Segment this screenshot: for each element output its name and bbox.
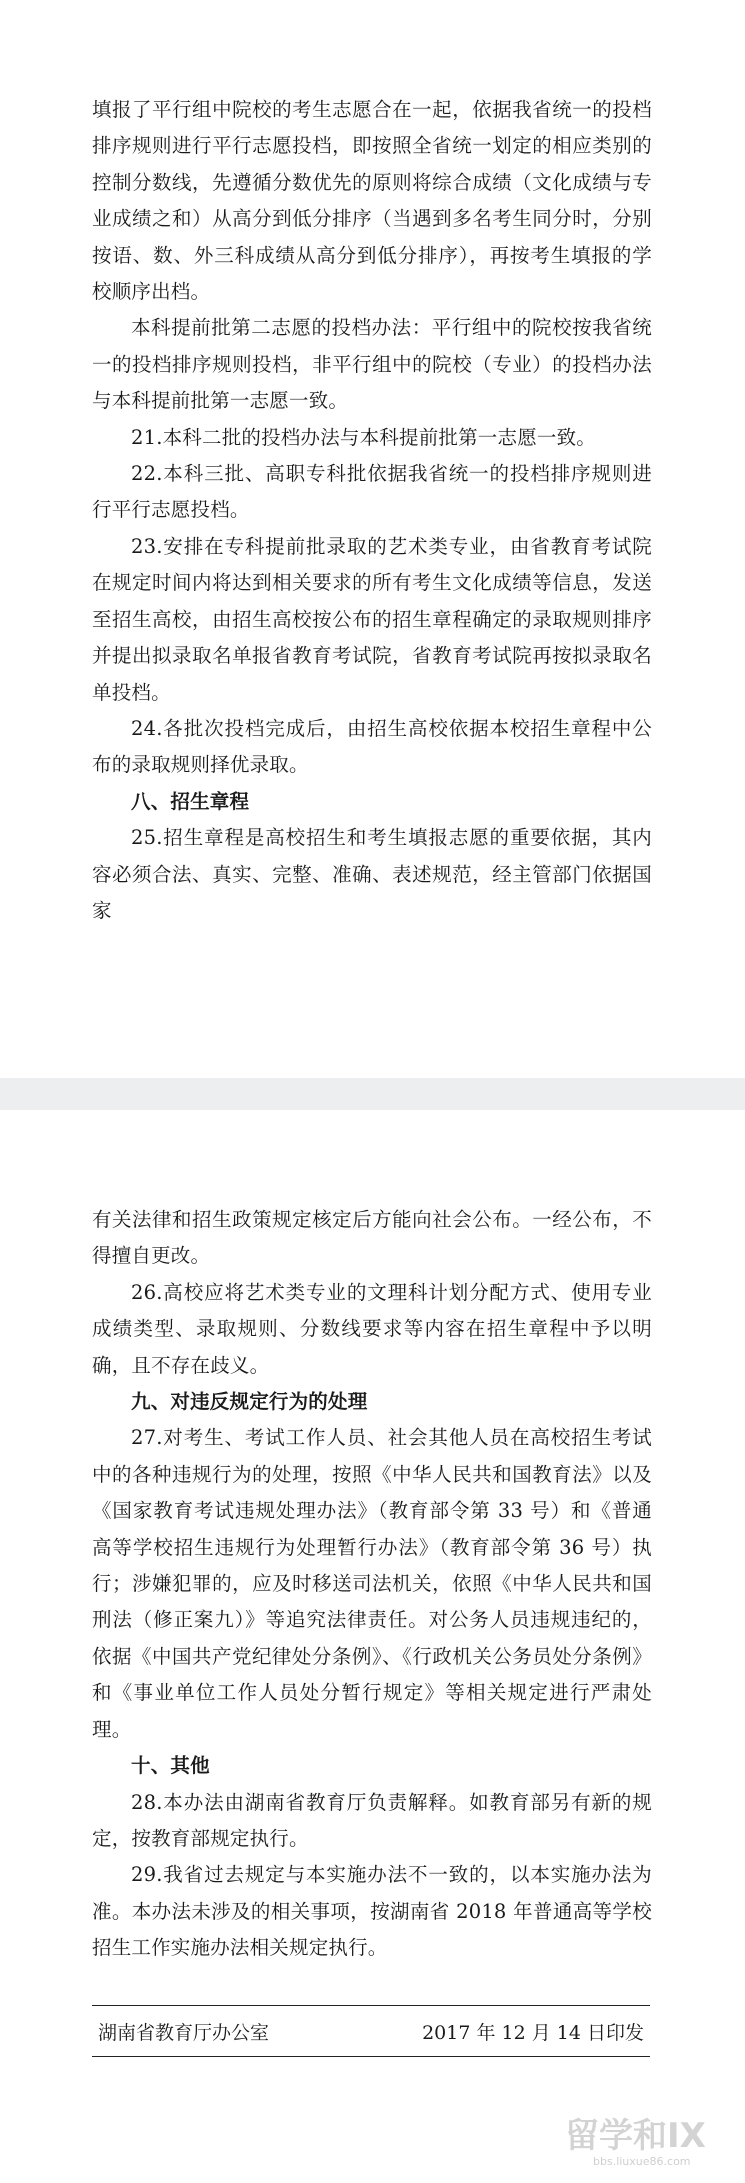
paragraph-item-26: 26.高校应将艺术类专业的文理科计划分配方式、使用专业成绩类型、录取规则、分数线要求等内容在招生章程中予以明确，且不存在歧义。 — [92, 1280, 652, 1377]
document-page-2 — [0, 1110, 745, 2183]
paragraph-item-22: 22.本科三批、高职专科批依据我省统一的投档排序规则进行平行志愿投档。 — [92, 462, 652, 522]
paragraph-item-28: 28.本办法由湖南省教育厅负责解释。如教育部另有新的规定，按教育部规定执行。 — [92, 1790, 652, 1850]
paragraph-second-choice: 本科提前批第二志愿的投档办法：平行组中的院校按我省统一的投档排序规则投档，非平行组中的院校（专业）的投档办法与本科提前批第一志愿一致。 — [92, 316, 652, 413]
paragraph-item-23: 23.安排在专科提前批录取的艺术类专业，由省教育考试院在规定时间内将达到相关要求的所有考生文化成绩等信息，发送至招生高校，由招生高校按公布的招生章程确定的录取规则排序并提出拟录取名单报省教育考试院，省教育考试院再按拟录取名单投档。 — [92, 534, 652, 704]
paragraph-item-24: 24.各批次投档完成后，由招生高校依据本校招生章程中公布的录取规则择优录取。 — [92, 716, 652, 777]
issue-date: 2017 年 12 月 14 日印发 — [422, 2021, 644, 2044]
page-separator — [0, 1078, 745, 1110]
watermark-logo-text: 留学和IX — [565, 2116, 706, 2156]
paragraph-continuation: 有关法律和招生政策规定核定后方能向社会公布。一经公布，不得擅自更改。 — [92, 1208, 652, 1268]
paragraph-continuation: 填报了平行组中院校的考生志愿合在一起，依据我省统一的投档排序规则进行平行志愿投档，即按照全省统一划定的相应类别的控制分数线，先遵循分数优先的原则将综合成绩（文化成绩与专业成绩之和）从高分到低分排序（当遇到多名考生同分时，分别按语、数、外三科成绩从高分到低分排序），再按考生填报的学校顺序出档。 — [92, 98, 652, 304]
section-heading-10: 十、其他 — [131, 1754, 210, 1778]
watermark-url-text: bbs.liuxue86.com — [593, 2155, 691, 2168]
paragraph-item-29: 29.我省过去规定与本实施办法不一致的，以本实施办法为准。本办法未涉及的相关事项，按湖南省 2018 年普通高等学校招生工作实施办法相关规定执行。 — [92, 1863, 652, 1960]
paragraph-item-27: 27.对考生、考试工作人员、社会其他人员在高校招生考试中的各种违规行为的处理，按照《中华人民共和国教育法》以及《国家教育考试违规处理办法》（教育部令第 33 号）和《普通高等学校招生违规行为处理暂行办法》（教育部令第 36 号）执行；涉嫌犯罪的，应及时移送司法机关，依照《中华人民共和国刑法（修正案九）》等追究法律责任。对公务人员违规违纪的，依据《中国共产党纪律处分条例》、《行政机关公务员处分条例》和《事业单位工作人员处分暂行规定》等相关规定进行严肃处理。 — [92, 1426, 652, 1741]
issuance-footer — [92, 2005, 650, 2057]
section-heading-8: 八、招生章程 — [131, 789, 250, 813]
issuer-name: 湖南省教育厅办公室 — [98, 2021, 270, 2044]
page-2-body — [92, 1202, 652, 1967]
site-watermark-logo — [563, 2111, 723, 2169]
section-heading-9: 九、对违反规定行为的处理 — [131, 1390, 368, 1414]
document-page-1 — [0, 0, 745, 1078]
paragraph-item-25: 25.招生章程是高校招生和考生填报志愿的重要依据，其内容必须合法、真实、完整、准确、表述规范，经主管部门依据国家 — [92, 826, 652, 922]
page-1-body — [92, 92, 652, 929]
paragraph-item-21: 21.本科二批的投档办法与本科提前批第一志愿一致。 — [131, 425, 597, 449]
